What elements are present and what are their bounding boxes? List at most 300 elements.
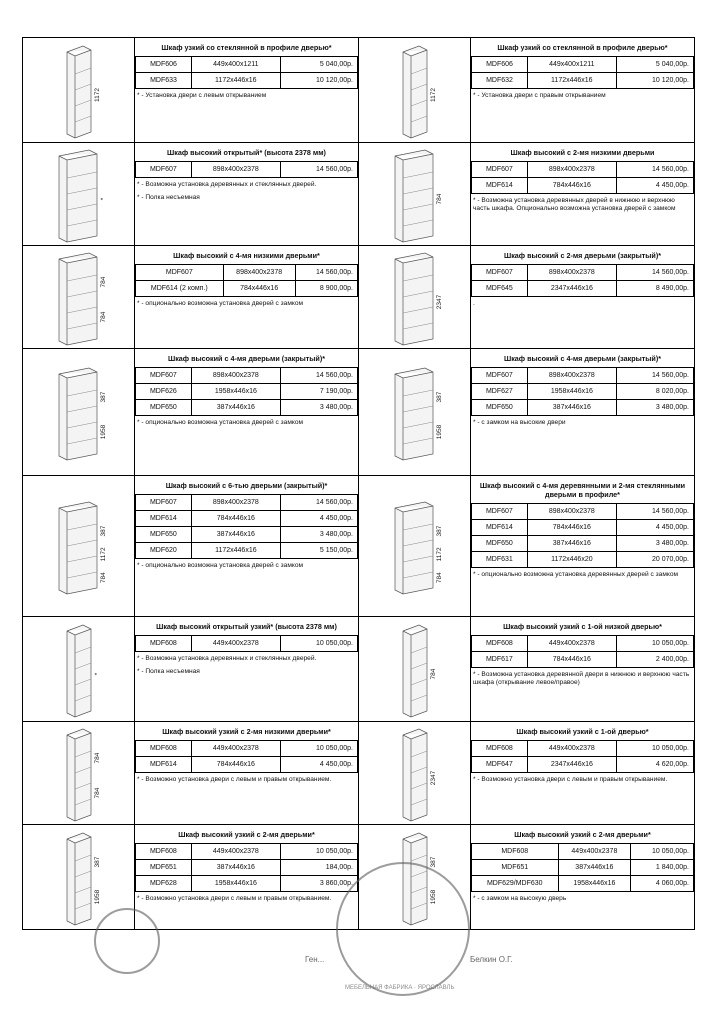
table-row	[472, 552, 694, 568]
cabinet-drawing	[359, 722, 471, 824]
price: 10 050,00р.	[280, 844, 357, 860]
dimensions: 1958x446x16	[191, 876, 280, 892]
dimensions: 449x400x1211	[191, 57, 280, 73]
product-cell	[22, 348, 359, 476]
product-note: * - Возможна установка деревянной двери в нижнюю и верхнюю часть шкафа (открывание левое/правое)	[473, 671, 690, 687]
dimensions: 784x446x16	[191, 511, 280, 527]
price-table	[471, 56, 694, 89]
product-image	[359, 349, 471, 475]
price: 14 560,00р.	[280, 162, 357, 178]
article-code: MDF608	[472, 636, 528, 652]
dimension-label: 2347	[436, 294, 443, 310]
dimension-label: 2347	[430, 770, 437, 786]
price: 3 480,00р.	[616, 400, 693, 416]
dimensions: 898x400x2378	[191, 368, 280, 384]
product-cell	[358, 475, 695, 617]
cabinet-drawing	[23, 38, 135, 142]
dimensions: 449x400x2378	[191, 636, 280, 652]
product-image	[359, 617, 471, 721]
product-title: Шкаф высокий с 4-мя дверьми (закрытый)*	[503, 354, 662, 363]
dimensions: 784x446x16	[527, 178, 616, 194]
cabinet-outline	[67, 46, 91, 138]
product-note: * - Установка двери с левым открыванием	[137, 92, 267, 99]
product-image	[359, 246, 471, 348]
dimension-label: 784	[94, 752, 101, 764]
product-cell	[22, 721, 359, 825]
article-code: MDF629/MDF630	[472, 876, 559, 892]
table-row	[472, 741, 694, 757]
article-code: MDF617	[472, 652, 528, 668]
product-note: * - опционально возможна установка дверей с замком	[137, 419, 304, 426]
dimensions: 898x400x2378	[527, 368, 616, 384]
price: 10 050,00р.	[280, 741, 357, 757]
table-row	[472, 520, 694, 536]
article-code: MDF647	[472, 757, 528, 773]
product-title: Шкаф высокий узкий с 1-ой дверью*	[516, 727, 649, 736]
product-cell	[22, 616, 359, 722]
product-title: Шкаф высокий узкий с 2-мя дверьми*	[514, 830, 651, 839]
dimensions: 449x400x2378	[558, 844, 631, 860]
price-table	[471, 635, 694, 668]
price-table	[135, 740, 358, 773]
article-code: MDF614	[136, 757, 192, 773]
product-title: Шкаф высокий с 4-мя деревянными и 2-мя стеклянными дверьми в профиле*	[479, 481, 686, 499]
dimension-label: 1958	[94, 889, 101, 905]
price: 14 560,00р.	[280, 368, 357, 384]
product-image	[23, 476, 135, 616]
dimension-label: 784	[430, 668, 437, 680]
price: 8 900,00р.	[295, 281, 357, 297]
dimension-label: 1958	[100, 424, 107, 440]
product-note: * - опционально возможна установка дверей с замком	[137, 562, 304, 569]
cabinet-outline	[403, 625, 427, 717]
price: 4 620,00р.	[616, 757, 693, 773]
dimensions: 1172x446x16	[527, 73, 616, 89]
product-info	[135, 476, 358, 616]
product-note: * - с замком на высокую дверь	[473, 895, 567, 902]
table-row	[472, 178, 694, 194]
article-code: MDF614 (2 комп.)	[136, 281, 224, 297]
product-image	[359, 476, 471, 616]
article-code: MDF650	[136, 527, 192, 543]
product-info	[135, 617, 358, 721]
price-table	[135, 264, 358, 297]
price-table	[471, 503, 694, 568]
table-row	[472, 844, 694, 860]
table-row	[136, 495, 358, 511]
dimension-label: *	[100, 197, 107, 201]
product-cell	[358, 721, 695, 825]
article-code: MDF614	[472, 520, 528, 536]
table-row	[472, 652, 694, 668]
product-cell	[22, 245, 359, 349]
table-row	[136, 757, 358, 773]
cabinet-drawing	[359, 617, 471, 721]
dimension-label: 784	[100, 572, 107, 584]
dimensions: 898x400x2378	[527, 504, 616, 520]
footer-left: Ген...	[305, 955, 325, 964]
dimensions: 1172x446x16	[191, 73, 280, 89]
article-code: MDF607	[472, 265, 528, 281]
table-row	[136, 384, 358, 400]
dimension-label: 387	[436, 525, 443, 537]
product-image	[359, 143, 471, 245]
product-title: Шкаф высокий открытый* (высота 2378 мм)	[167, 148, 326, 157]
article-code: MDF650	[472, 400, 528, 416]
price-table	[135, 367, 358, 416]
dimensions: 1958x446x16	[558, 876, 631, 892]
product-info	[471, 349, 694, 475]
dimensions: 387x446x16	[527, 536, 616, 552]
table-row	[472, 265, 694, 281]
cabinet-drawing	[23, 617, 135, 721]
table-row	[472, 400, 694, 416]
price: 20 070,00р.	[616, 552, 693, 568]
product-image	[23, 143, 135, 245]
price: 14 560,00р.	[616, 162, 693, 178]
stamp-text: МЕБЕЛЬНАЯ ФАБРИКА · ЯРОСЛАВЛЬ	[345, 985, 455, 991]
table-row	[136, 636, 358, 652]
price: 3 480,00р.	[616, 536, 693, 552]
table-row	[136, 543, 358, 559]
price: 5 040,00р.	[616, 57, 693, 73]
price: 4 060,00р.	[631, 876, 694, 892]
table-row	[136, 527, 358, 543]
article-code: MDF631	[472, 552, 528, 568]
article-code: MDF632	[472, 73, 528, 89]
product-cell	[358, 245, 695, 349]
product-info	[471, 617, 694, 721]
dimensions: 898x400x2378	[527, 162, 616, 178]
price: 1 840,00р.	[631, 860, 694, 876]
cabinet-outline	[395, 368, 433, 460]
round-stamp-seal	[94, 908, 160, 974]
article-code: MDF608	[136, 844, 192, 860]
price: 10 050,00р.	[631, 844, 694, 860]
cabinet-outline	[59, 502, 97, 594]
price: 10 120,00р.	[616, 73, 693, 89]
table-row	[136, 162, 358, 178]
dimension-label: *	[94, 672, 101, 676]
product-image	[23, 38, 135, 142]
product-note: * - Возможно установка двери с левым и правым открыванием.	[473, 776, 668, 783]
cabinet-outline	[67, 729, 91, 821]
product-note: * - Установка двери с правым открыванием	[473, 92, 606, 99]
product-cell	[358, 142, 695, 246]
article-code: MDF607	[136, 162, 192, 178]
cabinet-outline	[395, 502, 433, 594]
dimension-label: 784	[436, 572, 443, 584]
price: 10 050,00р.	[280, 636, 357, 652]
price: 14 560,00р.	[616, 265, 693, 281]
dimensions: 1958x446x16	[527, 384, 616, 400]
dimension-label: 1958	[430, 889, 437, 905]
article-code: MDF607	[136, 495, 192, 511]
price: 5 150,00р.	[280, 543, 357, 559]
product-info	[135, 246, 358, 348]
dimensions: 449x400x2378	[527, 636, 616, 652]
product-image	[23, 722, 135, 824]
product-title: Шкаф узкий со стеклянной в профиле дверью*	[161, 43, 332, 52]
price: 8 020,00р.	[616, 384, 693, 400]
price-table	[135, 494, 358, 559]
dimension-label: 784	[100, 276, 107, 288]
article-code: MDF607	[472, 162, 528, 178]
cabinet-drawing	[23, 722, 135, 824]
cabinet-outline	[59, 150, 97, 242]
cabinet-drawing	[23, 476, 135, 616]
table-row	[472, 73, 694, 89]
product-title: Шкаф высокий открытый узкий* (высота 2378 мм)	[156, 622, 337, 631]
dimensions: 2347x446x16	[527, 757, 616, 773]
table-row	[472, 162, 694, 178]
dimension-label: 784	[436, 193, 443, 205]
article-code: MDF645	[472, 281, 528, 297]
price: 14 560,00р.	[280, 495, 357, 511]
price: 14 560,00р.	[295, 265, 357, 281]
product-note: * - Возможно установка двери с левым и правым открыванием.	[137, 895, 332, 902]
dimensions: 449x400x1211	[527, 57, 616, 73]
price: 3 480,00р.	[280, 400, 357, 416]
price-table	[471, 367, 694, 416]
price: 4 450,00р.	[280, 757, 357, 773]
product-title: Шкаф высокий с 4-мя низкими дверьми*	[173, 251, 320, 260]
product-cell	[358, 616, 695, 722]
article-code: MDF626	[136, 384, 192, 400]
cabinet-outline	[67, 625, 91, 717]
price: 4 450,00р.	[280, 511, 357, 527]
product-note: * - Возможна установка деревянных дверей в нижнюю и верхнюю часть шкафа. Опционально возможна установка дверей с замком	[473, 197, 676, 213]
product-image	[23, 617, 135, 721]
article-code: MDF607	[472, 504, 528, 520]
dimension-label: 1958	[436, 424, 443, 440]
dimensions: 784x446x16	[527, 652, 616, 668]
dimensions: 898x400x2378	[527, 265, 616, 281]
dimension-label: 387	[436, 391, 443, 403]
table-row	[136, 400, 358, 416]
product-cell	[22, 824, 359, 930]
article-code: MDF620	[136, 543, 192, 559]
product-note: * - Возможна установка деревянных и стеклянных дверей.	[137, 655, 317, 662]
table-row	[472, 636, 694, 652]
cabinet-drawing	[359, 143, 471, 245]
product-note: * - Полка несъемная	[137, 194, 200, 202]
dimensions: 784x446x16	[191, 757, 280, 773]
product-info	[135, 349, 358, 475]
article-code: MDF614	[136, 511, 192, 527]
dimension-label: 1172	[94, 88, 101, 102]
product-note: .	[473, 300, 475, 307]
table-row	[472, 876, 694, 892]
article-code: MDF633	[136, 73, 192, 89]
table-row	[136, 57, 358, 73]
table-row	[472, 368, 694, 384]
product-title: Шкаф высокий с 4-мя дверьми (закрытый)*	[167, 354, 326, 363]
dimension-label: 1172	[436, 547, 443, 562]
product-info	[471, 246, 694, 348]
article-code: MDF607	[136, 265, 224, 281]
product-info	[471, 722, 694, 824]
table-row	[472, 860, 694, 876]
product-info	[471, 476, 694, 616]
dimensions: 387x446x16	[191, 860, 280, 876]
cabinet-outline	[395, 253, 433, 345]
dimension-label: 387	[100, 525, 107, 537]
article-code: MDF608	[136, 636, 192, 652]
article-code: MDF614	[472, 178, 528, 194]
table-row	[136, 876, 358, 892]
article-code: MDF608	[472, 741, 528, 757]
product-cell	[358, 37, 695, 143]
price: 10 050,00р.	[616, 741, 693, 757]
dimensions: 449x400x2378	[191, 741, 280, 757]
product-title: Шкаф высокий с 2-мя дверьми (закрытый)*	[503, 251, 662, 260]
product-image	[359, 722, 471, 824]
dimensions: 784x446x16	[527, 520, 616, 536]
dimension-label: 784	[100, 311, 107, 323]
cabinet-outline	[403, 729, 427, 821]
dimensions: 387x446x16	[191, 527, 280, 543]
table-row	[136, 844, 358, 860]
dimensions: 784x446x16	[223, 281, 295, 297]
dimensions: 387x446x16	[558, 860, 631, 876]
product-note: * - Возможно установка двери с левым и правым открыванием.	[137, 776, 332, 783]
price-table	[471, 161, 694, 194]
product-info	[135, 825, 358, 929]
article-code: MDF608	[472, 844, 559, 860]
price: 5 040,00р.	[280, 57, 357, 73]
article-code: MDF607	[136, 368, 192, 384]
cabinet-drawing	[359, 38, 471, 142]
dimension-label: 784	[94, 787, 101, 799]
table-row	[472, 536, 694, 552]
table-row	[472, 384, 694, 400]
table-row	[472, 57, 694, 73]
cabinet-drawing	[359, 476, 471, 616]
dimensions: 898x400x2378	[191, 162, 280, 178]
price-table	[135, 56, 358, 89]
product-cell	[22, 142, 359, 246]
article-code: MDF651	[136, 860, 192, 876]
product-title: Шкаф высокий с 6-тью дверьми (закрытый)*	[165, 481, 328, 490]
price: 14 560,00р.	[616, 504, 693, 520]
table-row	[472, 757, 694, 773]
footer-right: Белкин О.Г.	[470, 955, 513, 964]
dimension-label: 1172	[100, 547, 107, 562]
dimension-label: 387	[430, 856, 437, 868]
price: 14 560,00р.	[616, 368, 693, 384]
product-image	[359, 38, 471, 142]
dimensions: 1172x446x20	[527, 552, 616, 568]
product-title: Шкаф высокий узкий с 2-мя низкими дверьми*	[162, 727, 331, 736]
dimensions: 449x400x2378	[527, 741, 616, 757]
cabinet-drawing	[359, 246, 471, 348]
product-info	[135, 143, 358, 245]
product-image	[23, 349, 135, 475]
price-table	[471, 264, 694, 297]
dimensions: 449x400x2378	[191, 844, 280, 860]
article-code: MDF650	[136, 400, 192, 416]
product-title: Шкаф высокий с 2-мя низкими дверьми	[510, 148, 655, 157]
cabinet-drawing	[359, 349, 471, 475]
price-table	[135, 843, 358, 892]
product-cell	[22, 475, 359, 617]
product-note: * - Возможна установка деревянных и стеклянных дверей.	[137, 181, 317, 188]
product-cell	[22, 37, 359, 143]
table-row	[472, 281, 694, 297]
cabinet-drawing	[23, 349, 135, 475]
dimensions: 387x446x16	[527, 400, 616, 416]
cabinet-drawing	[23, 246, 135, 348]
price-table	[135, 161, 358, 178]
price: 10 120,00р.	[280, 73, 357, 89]
article-code: MDF606	[136, 57, 192, 73]
product-info	[135, 38, 358, 142]
product-cell	[358, 348, 695, 476]
table-row	[136, 73, 358, 89]
price: 4 450,00р.	[616, 178, 693, 194]
product-info	[471, 38, 694, 142]
product-note: * - опционально возможна установка дверей с замком	[137, 300, 304, 307]
cabinet-outline	[59, 368, 97, 460]
cabinet-outline	[67, 833, 91, 925]
table-row	[136, 281, 358, 297]
round-stamp	[336, 862, 470, 996]
price-table	[471, 843, 694, 892]
dimensions: 898x400x2378	[191, 495, 280, 511]
dimensions: 387x446x16	[191, 400, 280, 416]
article-code: MDF650	[472, 536, 528, 552]
cabinet-outline	[403, 46, 427, 138]
dimensions: 898x400x2378	[223, 265, 295, 281]
dimension-label: 387	[94, 856, 101, 868]
product-title: Шкаф узкий со стеклянной в профиле дверью*	[497, 43, 668, 52]
price: 10 050,00р.	[616, 636, 693, 652]
dimensions: 1958x446x16	[191, 384, 280, 400]
dimension-label: 1172	[430, 88, 437, 102]
article-code: MDF627	[472, 384, 528, 400]
price: 4 450,00р.	[616, 520, 693, 536]
article-code: MDF628	[136, 876, 192, 892]
product-title: Шкаф высокий узкий с 2-мя дверьми*	[178, 830, 315, 839]
table-row	[136, 741, 358, 757]
table-row	[136, 511, 358, 527]
dimensions: 2347x446x16	[527, 281, 616, 297]
price: 2 400,00р.	[616, 652, 693, 668]
table-row	[136, 860, 358, 876]
dimensions: 1172x446x16	[191, 543, 280, 559]
price-table	[471, 740, 694, 773]
table-row	[136, 368, 358, 384]
product-info	[135, 722, 358, 824]
price: 8 490,00р.	[616, 281, 693, 297]
product-info	[471, 825, 694, 929]
price: 3 860,00р.	[280, 876, 357, 892]
cabinet-outline	[59, 253, 97, 345]
price-table	[135, 635, 358, 652]
price: 3 480,00р.	[280, 527, 357, 543]
price: 7 190,00р.	[280, 384, 357, 400]
product-info	[471, 143, 694, 245]
price: 184,00р.	[280, 860, 357, 876]
dimension-label: 387	[100, 391, 107, 403]
cabinet-drawing	[23, 143, 135, 245]
article-code: MDF607	[472, 368, 528, 384]
product-image	[23, 246, 135, 348]
table-row	[472, 504, 694, 520]
price-sheet	[23, 38, 695, 968]
table-row	[136, 265, 358, 281]
